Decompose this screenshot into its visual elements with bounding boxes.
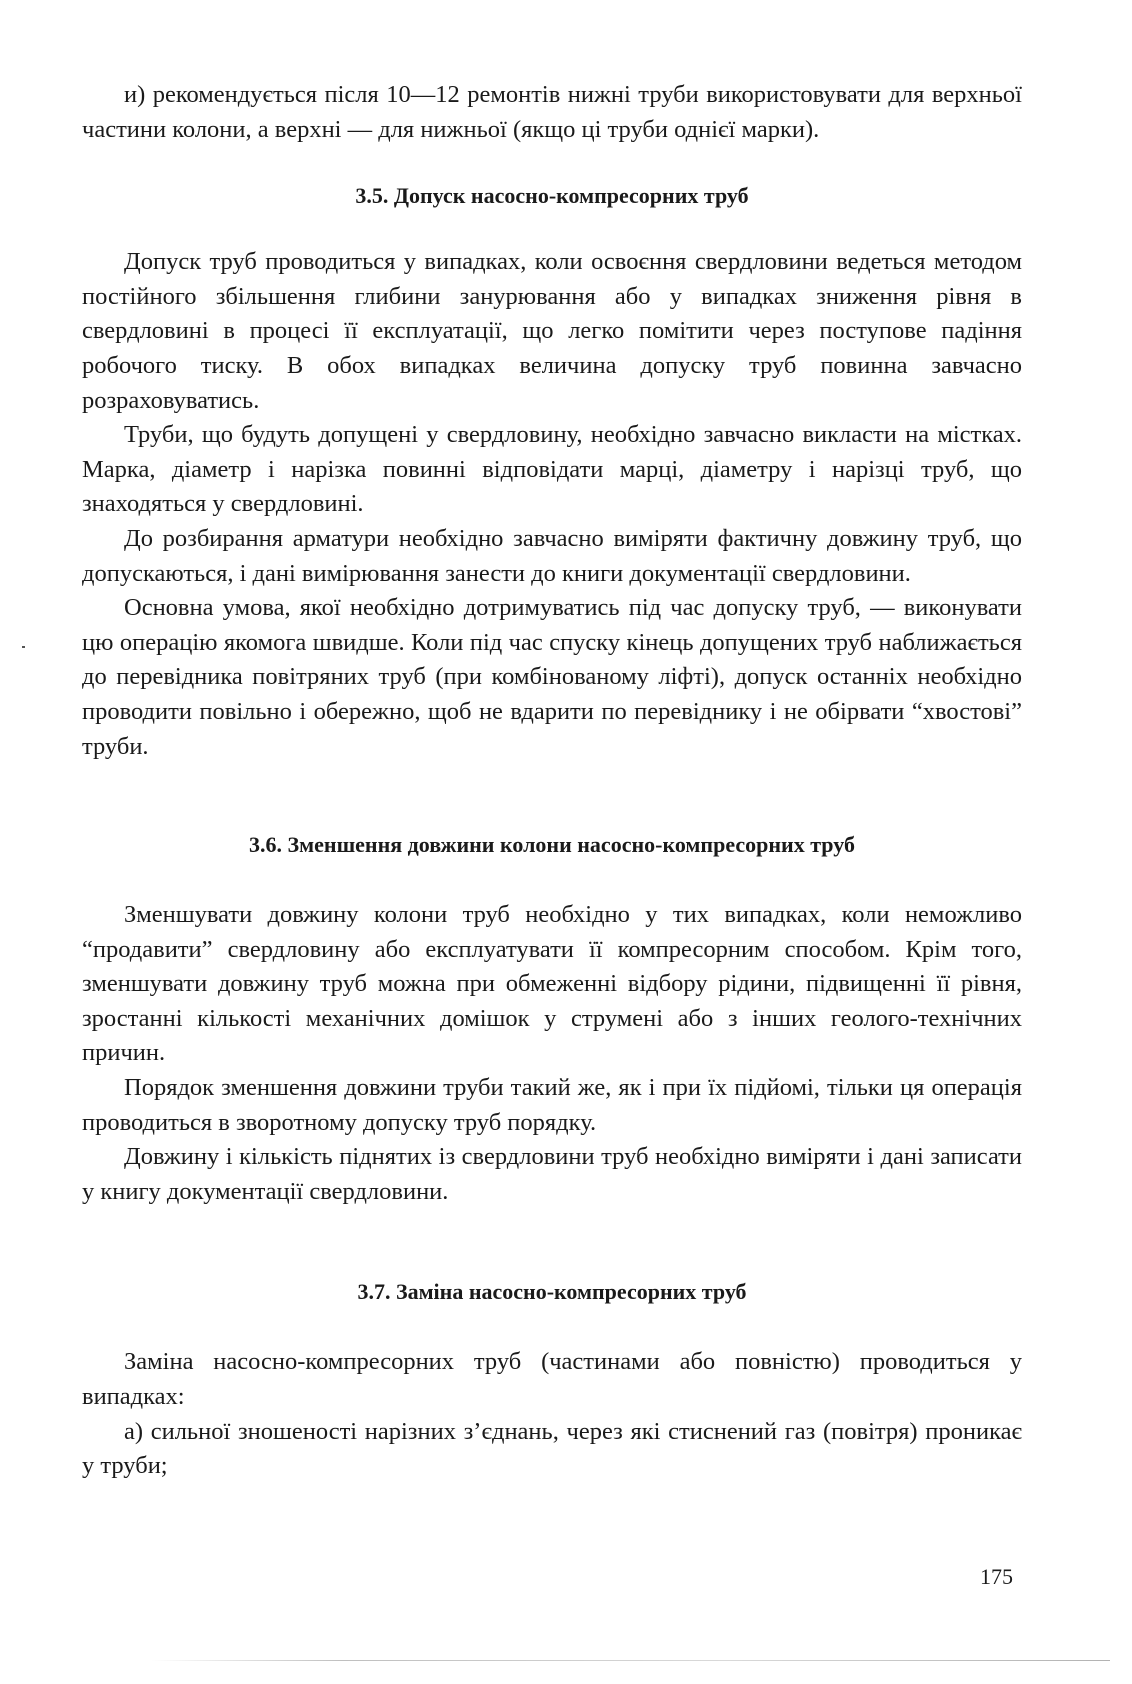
page-number: 175 [980, 1564, 1013, 1589]
scan-speck [22, 646, 25, 648]
section-3-6-paragraph-2: Порядок зменшення довжини труби такий же, як і при їх підйомі, тільки ця операція проводиться в зворотному допуску труб порядку. [82, 1074, 1022, 1136]
section-3-5-paragraph-3: До розбирання арматури необхідно завчасно виміряти фактичну довжину труб, що допускаються, і дані вимірювання занести до книги документації свердловини. [82, 524, 1022, 587]
section-3-5-paragraph-1: Допуск труб проводиться у випадках, коли освоєння свердловини ведеться методом постійного збільшення глибини занурювання або у випадках зниження рівня в свердловині в процесі її експлуатації, що легко помітити через поступове падіння робочого тиску. В обох випадках величина допуску труб повинна завчасно розраховуватись. [82, 248, 1022, 414]
section-3-7-paragraph-1: Заміна насосно-компресорних труб (частинами або повністю) проводиться у випадках: [82, 1348, 1022, 1411]
section-3-7-paragraph-2: а) сильної зношеності нарізних з’єднань, через які стиснений газ (повітря) проникає у труби; [82, 1417, 1022, 1480]
section-3-5-title: 3.5. Допуск насосно-компресорних труб [355, 183, 749, 209]
section-3-6-title: 3.6. Зменшення довжини колони насосно-компресорних труб [249, 832, 855, 858]
section-3-6-paragraph-1: Зменшувати довжину колони труб необхідно у тих випадках, коли неможливо “продавити” свердловину або експлуатувати її компресорним способом. Крім того, зменшувати довжину труб можна при обмеженні відбору рідини, підвищенні її рівня, зростанні кількості механічних домішок у струмені або з інших геолого-технічних причин. [82, 901, 1022, 1067]
intro-paragraph: и) рекомендується після 10—12 ремонтів нижні труби використовувати для верхньої частини колони, а верхні — для нижньої (якщо ці труби однієї марки). [82, 81, 1022, 143]
section-3-5-paragraph-4: Основна умова, якої необхідно дотримуватись під час допуску труб, — виконувати цю операцію якомога швидше. Коли під час спуску кінець допущених труб наближається до перевідника повітряних труб (при комбінованому ліфті), допуск останніх необхідно проводити повільно і обережно, щоб не вдарити по перевіднику і не обірвати “хвостові” труби. [82, 594, 1022, 760]
section-3-5-paragraph-2: Труби, що будуть допущені у свердловину, необхідно завчасно викласти на містках. Марка, діаметр і нарізка повинні відповідати марці, діаметру і нарізці труб, що знаходяться у свердловині. [82, 421, 1022, 518]
page-content [82, 78, 1022, 1484]
section-3-6-paragraph-3: Довжину і кількість піднятих із свердловини труб необхідно виміряти і дані записати у книгу документації свердловини. [82, 1143, 1022, 1205]
section-3-7-title: 3.7. Заміна насосно-компресорних труб [357, 1279, 747, 1305]
scan-edge-line [150, 1660, 1110, 1661]
